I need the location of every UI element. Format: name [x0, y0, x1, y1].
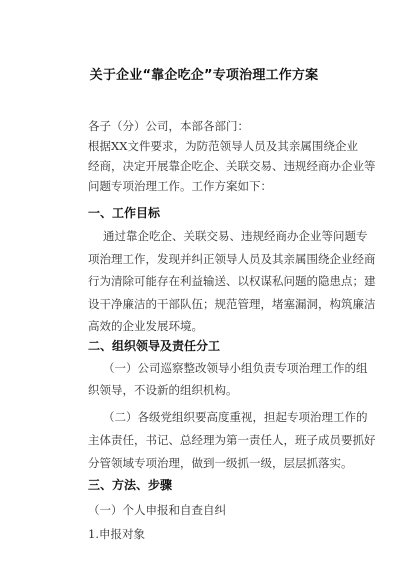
section-3-heading: 三、方法、步骤	[88, 478, 173, 492]
section-2-p1-line-2: 织领导，不设新的组织机构。	[88, 383, 238, 397]
salutation: 各子（分）公司，本部各部门：	[88, 119, 249, 133]
intro-line-1: 根据XX文件要求，为防范领导人员及其亲属围绕企业	[88, 139, 358, 153]
section-1-line-3: 行为清除可能存在利益输送、以权谋私问题的隐患点；建	[88, 274, 376, 288]
section-2-p1-line-1: （一）公司巡察整改领导小组负责专项治理工作的组	[103, 361, 368, 375]
section-1-line-1: 通过靠企吃企、关联交易、违规经商办企业等问题专	[103, 229, 368, 243]
section-2-heading: 二、组织领导及责任分工	[88, 339, 221, 353]
section-1-line-5: 高效的企业发展环境。	[88, 319, 203, 333]
section-2-p2-line-1: （二）各级党组织要高度重视，担起专项治理工作的	[103, 410, 368, 424]
section-1-line-4: 设干净廉洁的干部队伍；规范管理，堵塞漏洞，构筑廉洁	[88, 297, 376, 311]
section-3-sub-1: （一）个人申报和自查自纠	[88, 503, 226, 517]
intro-line-3: 问题专项治理工作。工作方案如下：	[88, 179, 272, 193]
section-2-p2-line-2: 主体责任，书记、总经理为第一责任人，班子成员要抓好	[88, 433, 376, 447]
section-1-heading: 一、工作目标	[88, 206, 161, 220]
section-1-line-2: 项治理工作，发现并纠正领导人员及其亲属围绕企业经商	[88, 252, 376, 266]
intro-line-2: 经商，决定开展靠企吃企、关联交易、违规经商办企业等	[88, 159, 376, 173]
section-2-p2-line-3: 分管领域专项治理，做到一级抓一级，层层抓落实。	[88, 456, 353, 470]
section-3-item-1: 1.申报对象	[88, 527, 145, 541]
document-title: 关于企业“靠企吃企”专项治理工作方案	[89, 68, 319, 83]
